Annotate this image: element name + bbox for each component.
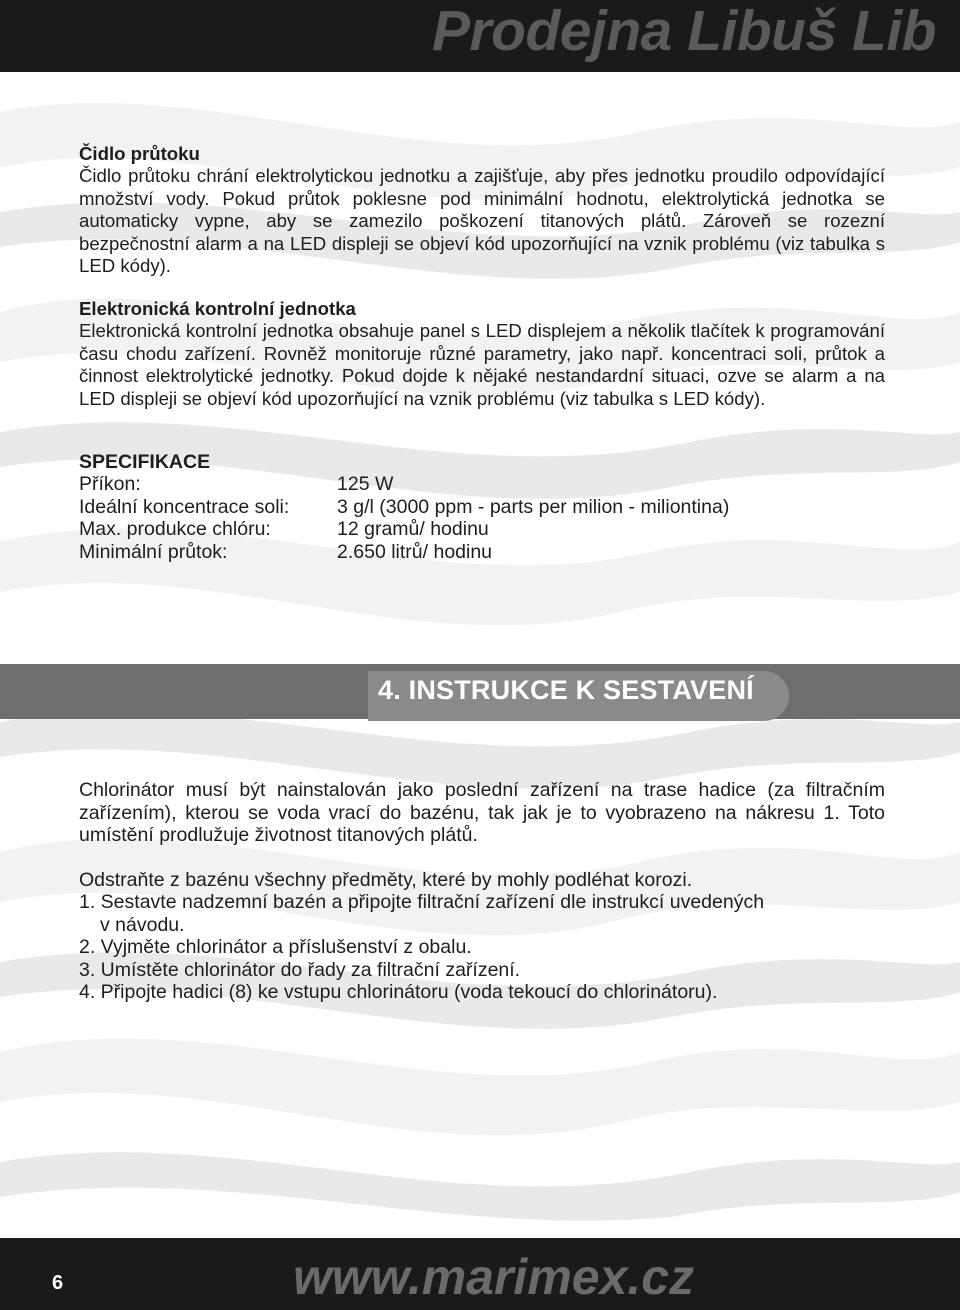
footer-bar <box>0 1238 960 1310</box>
spec-row <box>79 541 885 563</box>
spec-label: Max. produkce chlóru: <box>79 518 271 541</box>
sensor-text: Čidlo průtoku chrání elektrolytickou jednotku a zajišťuje, aby přes jednotku proudilo odpovídající množství vody. Pokud průtok poklesne pod minimální hodnotu, elektrolytická jednotka se automaticky vypne, aby se zamezilo poškození titanových plátů. Zároveň se rozezní bezpečnostní alarm a na LED displeji se objeví kód upozorňující na vznik problému (viz tabulka s LED kódy). <box>79 165 885 277</box>
sensor-section <box>79 143 885 277</box>
sensor-heading: Čidlo průtoku <box>79 143 200 164</box>
spec-row <box>79 496 885 518</box>
spec-row <box>79 473 885 495</box>
section-title: 4. INSTRUKCE K SESTAVENÍ <box>378 675 754 705</box>
assembly-intro: Chlorinátor musí být nainstalován jako poslední zařízení na trase hadice (za filtračním zařízením), kterou se voda vrací do bazénu, tak jak je to vyobrazeno na nákresu 1. Toto umístění prodlužuje životnost titanových plátů. <box>79 779 885 846</box>
spec-label: Ideální koncentrace soli: <box>79 495 290 518</box>
spec-row <box>79 518 885 540</box>
spec-value: 12 gramů/ hodinu <box>337 518 489 541</box>
assembly-step-continuation: v návodu. <box>100 913 185 936</box>
section-banner <box>0 664 960 719</box>
spec-value: 125 W <box>337 473 394 496</box>
footer-url: www.marimex.cz <box>293 1249 695 1305</box>
spec-value: 3 g/l (3000 ppm - parts per milion - miliontina) <box>337 495 730 518</box>
spec-label: Minimální průtok: <box>79 540 228 563</box>
header-title: Prodejna Libuš Lib <box>431 0 936 63</box>
specs-heading: SPECIFIKACE <box>79 451 211 473</box>
spec-label: Příkon: <box>79 473 141 496</box>
control-heading: Elektronická kontrolní jednotka <box>79 298 356 319</box>
assembly-step: 2. Vyjměte chlorinátor a příslušenství z obalu. <box>79 936 472 958</box>
assembly-step: 1. Sestavte nadzemní bazén a připojte filtrační zařízení dle instrukcí uvedených <box>79 891 765 913</box>
assembly-step: 4. Připojte hadici (8) ke vstupu chlorinátoru (voda tekoucí do chlorinátoru). <box>79 981 718 1003</box>
assembly-step: 3. Umístěte chlorinátor do řady za filtrační zařízení. <box>79 958 521 981</box>
assembly-section <box>79 779 885 1004</box>
header-bar <box>0 0 960 72</box>
page-number: 6 <box>52 1272 64 1294</box>
specs-section <box>79 451 885 563</box>
control-section <box>79 298 885 410</box>
control-text: Elektronická kontrolní jednotka obsahuje panel s LED displejem a několik tlačítek k programování času chodu zařízení. Rovněž monitoruje různé parametry, jako např. koncentraci soli, průtok a činnost elektrolytické jednotky. Pokud dojde k nějaké nestandardní situaci, ozve se alarm a na LED displeji se objeví kód upozorňující na vznik problému (viz tabulka s LED kódy). <box>79 320 885 409</box>
spec-value: 2.650 litrů/ hodinu <box>337 540 493 563</box>
assembly-lead: Odstraňte z bazénu všechny předměty, které by mohly podléhat korozi. <box>79 868 693 891</box>
